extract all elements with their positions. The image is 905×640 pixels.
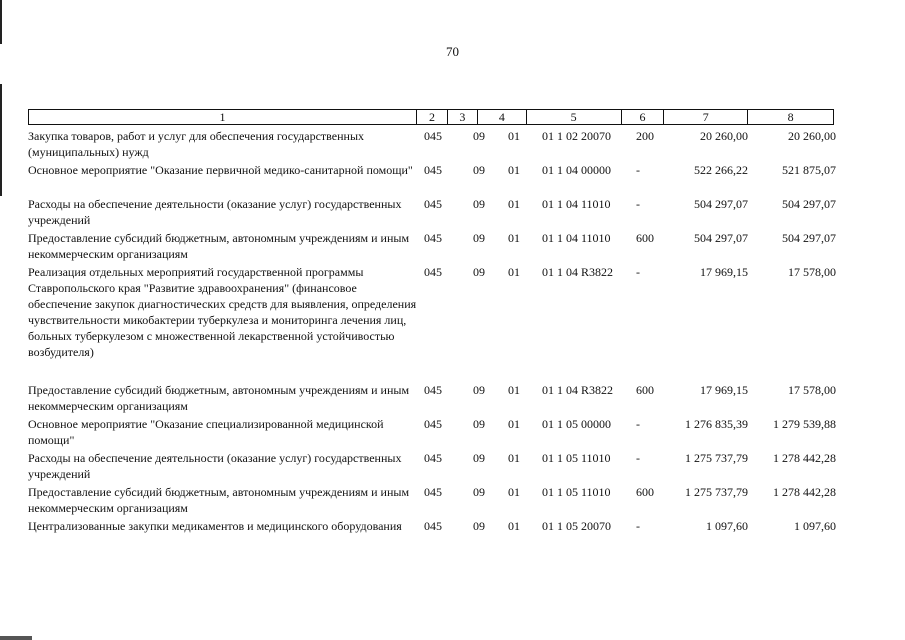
row-amount-1: 1 275 737,79 bbox=[685, 451, 748, 465]
row-name: Расходы на обеспечение деятельности (оказание услуг) государственных учреждений bbox=[28, 197, 402, 227]
row-ved: 045 bbox=[424, 417, 442, 431]
row-csr: 01 1 05 11010 bbox=[542, 451, 611, 465]
row-rz: 09 bbox=[473, 231, 485, 245]
table-row bbox=[28, 162, 840, 196]
row-ved: 045 bbox=[424, 451, 442, 465]
row-pr: 01 bbox=[508, 231, 520, 245]
row-amount-1: 1 276 835,39 bbox=[685, 417, 748, 431]
row-name: Централизованные закупки медикаментов и медицинского оборудования bbox=[28, 519, 402, 533]
row-rz: 09 bbox=[473, 417, 485, 431]
row-name: Предоставление субсидий бюджетным, автономным учреждениям и иным некоммерческим организациям bbox=[28, 231, 410, 261]
row-amount-2: 504 297,07 bbox=[782, 197, 836, 211]
row-csr: 01 1 05 20070 bbox=[542, 519, 611, 533]
row-name: Основное мероприятие "Оказание первичной медико-санитарной помощи" bbox=[28, 163, 413, 177]
left-margin-rule bbox=[0, 84, 2, 196]
row-vr: - bbox=[636, 451, 640, 465]
row-rz: 09 bbox=[473, 129, 485, 143]
table-header bbox=[28, 109, 834, 125]
header-col-3: 3 bbox=[448, 110, 478, 124]
row-name: Расходы на обеспечение деятельности (оказание услуг) государственных учреждений bbox=[28, 451, 402, 481]
row-vr: - bbox=[636, 417, 640, 431]
row-csr: 01 1 02 20070 bbox=[542, 129, 611, 143]
row-pr: 01 bbox=[508, 417, 520, 431]
header-col-1: 1 bbox=[29, 110, 417, 124]
row-amount-2: 17 578,00 bbox=[788, 265, 836, 279]
row-pr: 01 bbox=[508, 451, 520, 465]
row-csr: 01 1 05 00000 bbox=[542, 417, 611, 431]
table-row bbox=[28, 264, 840, 382]
row-vr: - bbox=[636, 163, 640, 177]
row-vr: 600 bbox=[636, 383, 654, 397]
row-csr: 01 1 04 R3822 bbox=[542, 265, 614, 279]
row-name: Основное мероприятие "Оказание специализированной медицинской помощи" bbox=[28, 417, 384, 447]
row-csr: 01 1 04 R3822 bbox=[542, 383, 614, 397]
row-pr: 01 bbox=[508, 163, 520, 177]
table-row bbox=[28, 382, 840, 416]
row-amount-2: 1 278 442,28 bbox=[773, 485, 836, 499]
row-ved: 045 bbox=[424, 485, 442, 499]
row-amount-1: 522 266,22 bbox=[694, 163, 748, 177]
row-ved: 045 bbox=[424, 197, 442, 211]
row-ved: 045 bbox=[424, 519, 442, 533]
row-amount-1: 17 969,15 bbox=[700, 265, 748, 279]
row-vr: 600 bbox=[636, 485, 654, 499]
row-csr: 01 1 04 11010 bbox=[542, 231, 611, 245]
row-ved: 045 bbox=[424, 265, 442, 279]
row-name: Предоставление субсидий бюджетным, автономным учреждениям и иным некоммерческим организациям bbox=[28, 383, 410, 413]
row-name: Закупка товаров, работ и услуг для обеспечения государственных (муниципальных) нужд bbox=[28, 129, 365, 159]
row-rz: 09 bbox=[473, 163, 485, 177]
row-vr: - bbox=[636, 197, 640, 211]
table-row bbox=[28, 416, 840, 450]
row-pr: 01 bbox=[508, 519, 520, 533]
row-amount-1: 1 097,60 bbox=[706, 519, 748, 533]
header-col-6: 6 bbox=[622, 110, 665, 124]
row-amount-2: 1 278 442,28 bbox=[773, 451, 836, 465]
row-amount-2: 20 260,00 bbox=[788, 129, 836, 143]
row-vr: - bbox=[636, 265, 640, 279]
row-ved: 045 bbox=[424, 163, 442, 177]
row-amount-1: 20 260,00 bbox=[700, 129, 748, 143]
row-rz: 09 bbox=[473, 485, 485, 499]
row-rz: 09 bbox=[473, 383, 485, 397]
row-csr: 01 1 05 11010 bbox=[542, 485, 611, 499]
budget-table-body bbox=[28, 128, 840, 552]
scan-edge-mark bbox=[0, 636, 32, 640]
table-row bbox=[28, 128, 840, 162]
row-amount-1: 504 297,07 bbox=[694, 231, 748, 245]
row-vr: 600 bbox=[636, 231, 654, 245]
row-amount-2: 1 279 539,88 bbox=[773, 417, 836, 431]
page-number: 70 bbox=[446, 44, 459, 59]
row-amount-2: 1 097,60 bbox=[794, 519, 836, 533]
row-amount-1: 17 969,15 bbox=[700, 383, 748, 397]
row-ved: 045 bbox=[424, 231, 442, 245]
table-row bbox=[28, 518, 840, 552]
table-row bbox=[28, 484, 840, 518]
table-row bbox=[28, 196, 840, 230]
row-ved: 045 bbox=[424, 383, 442, 397]
row-pr: 01 bbox=[508, 197, 520, 211]
row-rz: 09 bbox=[473, 265, 485, 279]
header-col-5: 5 bbox=[527, 110, 622, 124]
row-rz: 09 bbox=[473, 519, 485, 533]
row-pr: 01 bbox=[508, 129, 520, 143]
row-name: Реализация отдельных мероприятий государственной программы Ставропольского края "Развитие здравоохранения" (финансовое обеспечение закупок диагностических средств для выявления, определения чувствительности микобактерии туберкулеза и мониторинга лечения лиц, больных туберкулезом с множественной лекарственной устойчивостью возбудителя) bbox=[28, 265, 417, 359]
left-margin-rule bbox=[0, 0, 2, 44]
header-col-2: 2 bbox=[417, 110, 448, 124]
table-row bbox=[28, 230, 840, 264]
header-col-8: 8 bbox=[787, 110, 794, 124]
row-vr: 200 bbox=[636, 129, 654, 143]
table-row bbox=[28, 450, 840, 484]
row-ved: 045 bbox=[424, 129, 442, 143]
row-pr: 01 bbox=[508, 265, 520, 279]
row-csr: 01 1 04 11010 bbox=[542, 197, 611, 211]
header-col-4: 4 bbox=[478, 110, 527, 124]
row-amount-2: 504 297,07 bbox=[782, 231, 836, 245]
row-amount-2: 521 875,07 bbox=[782, 163, 836, 177]
row-pr: 01 bbox=[508, 485, 520, 499]
row-amount-1: 504 297,07 bbox=[694, 197, 748, 211]
row-amount-1: 1 275 737,79 bbox=[685, 485, 748, 499]
row-vr: - bbox=[636, 519, 640, 533]
row-rz: 09 bbox=[473, 197, 485, 211]
row-rz: 09 bbox=[473, 451, 485, 465]
row-csr: 01 1 04 00000 bbox=[542, 163, 611, 177]
header-col-7: 7 bbox=[664, 110, 748, 124]
row-pr: 01 bbox=[508, 383, 520, 397]
row-name: Предоставление субсидий бюджетным, автономным учреждениям и иным некоммерческим организациям bbox=[28, 485, 410, 515]
row-amount-2: 17 578,00 bbox=[788, 383, 836, 397]
